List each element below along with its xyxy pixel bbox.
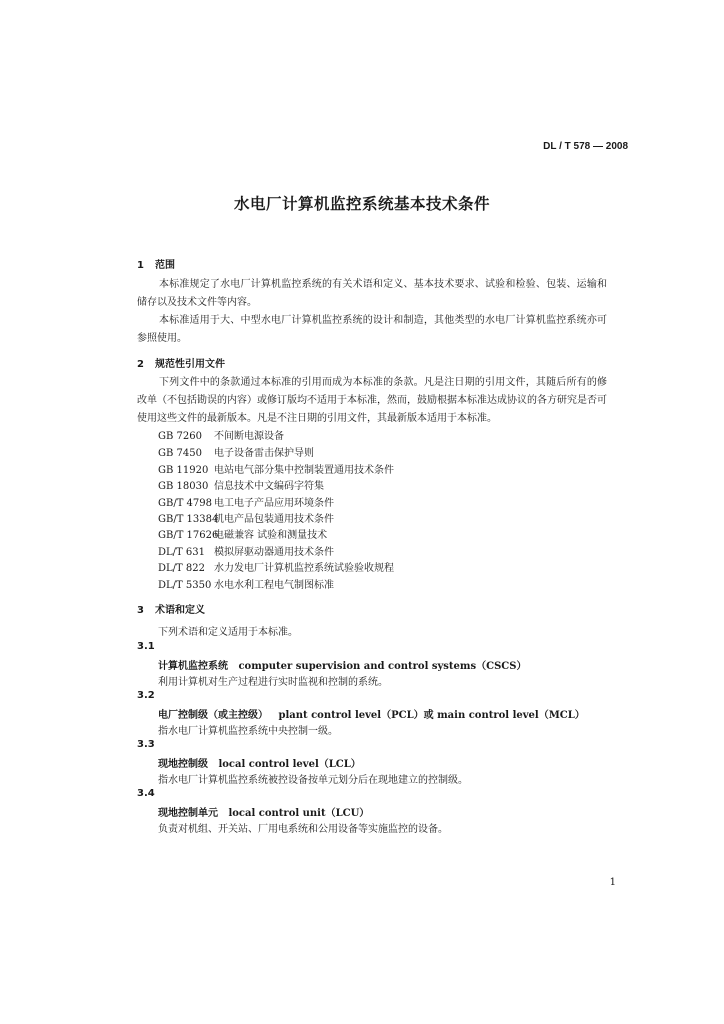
term-chinese: 现地控制级	[158, 759, 208, 770]
reference-title: 机电产品包装通用技术条件	[214, 514, 334, 525]
section-number: 2	[137, 359, 144, 370]
term-line	[158, 804, 369, 819]
reference-code: DL/T 5350	[158, 580, 212, 591]
reference-item	[158, 510, 334, 525]
reference-item	[158, 559, 394, 574]
term-definition: 指水电厂计算机监控系统被控设备按单元划分后在现地建立的控制级。	[158, 775, 468, 786]
section-title: 范围	[155, 260, 175, 271]
term-english: computer supervision and control systems（CSCS）	[238, 661, 527, 672]
document-title: 水电厂计算机监控系统基本技术条件	[233, 195, 490, 213]
reference-code: GB/T 17626	[158, 530, 219, 541]
reference-code: GB/T 13384	[158, 514, 219, 525]
term-english: plant control level（PCL）或 main control level（MCL）	[278, 710, 585, 721]
section-2-heading	[137, 355, 225, 370]
reference-code: GB 11920	[158, 465, 209, 476]
reference-item	[158, 427, 284, 442]
term-definition: 指水电厂计算机监控系统中央控制一级。	[158, 726, 338, 737]
section-number: 3	[137, 605, 144, 616]
section-number: 1	[137, 260, 144, 271]
reference-title: 信息技术中文编码字符集	[214, 481, 324, 492]
reference-code: GB 7450	[158, 448, 202, 459]
term-definition: 负责对机组、开关站、厂用电系统和公用设备等实施监控的设备。	[158, 824, 448, 835]
term-english: local control unit（LCU）	[228, 808, 370, 819]
reference-title: 不间断电源设备	[214, 431, 284, 442]
reference-item	[158, 576, 334, 591]
reference-item	[158, 444, 314, 459]
subclause-number: 3.3	[137, 739, 155, 750]
subclause-number: 3.1	[137, 641, 155, 652]
scope-paragraph-1: 本标准规定了水电厂计算机监控系统的有关术语和定义、基本技术要求、试验和检验、包装、运输和储存以及技术文件等内容。	[137, 279, 607, 308]
reference-title: 电工电子产品应用环境条件	[214, 498, 334, 509]
reference-code: DL/T 631	[158, 547, 205, 558]
reference-title: 模拟屏驱动器通用技术条件	[214, 547, 334, 558]
section-1-heading	[137, 256, 175, 271]
reference-item	[158, 494, 334, 509]
normative-refs-intro: 下列文件中的条款通过本标准的引用而成为本标准的条款。凡是注日期的引用文件，其随后所有的修改单（不包括勘误的内容）或修订版均不适用于本标准，然而，鼓励根据本标准达成协议的各方研究是否可使用这些文件的最新版本。凡是不注日期的引用文件，其最新版本适用于本标准。	[137, 377, 607, 424]
standard-code: DL / T 578 — 2008	[543, 141, 628, 152]
terms-intro: 下列术语和定义适用于本标准。	[158, 627, 298, 638]
term-line	[158, 755, 361, 770]
page-number: 1	[609, 877, 616, 888]
reference-title: 水力发电厂计算机监控系统试验验收规程	[214, 563, 394, 574]
reference-code: GB 7260	[158, 431, 202, 442]
term-definition: 利用计算机对生产过程进行实时监视和控制的系统。	[158, 677, 388, 688]
reference-item	[158, 543, 334, 558]
reference-item	[158, 477, 324, 492]
term-line	[158, 657, 527, 672]
term-line	[158, 706, 585, 721]
section-3-heading	[137, 601, 205, 616]
term-english: local control level（LCL）	[218, 759, 361, 770]
reference-code: GB/T 4798	[158, 498, 213, 509]
term-chinese: 现地控制单元	[158, 808, 218, 819]
reference-title: 电磁兼容 试验和测量技术	[214, 530, 328, 541]
term-chinese: 电厂控制级（或主控级）	[158, 710, 268, 721]
section-title: 术语和定义	[155, 605, 205, 616]
scope-paragraph-2: 本标准适用于大、中型水电厂计算机监控系统的设计和制造，其他类型的水电厂计算机监控系统亦可参照使用。	[137, 315, 607, 344]
section-title: 规范性引用文件	[155, 359, 225, 370]
subclause-number: 3.4	[137, 788, 155, 799]
reference-code: GB 18030	[158, 481, 209, 492]
reference-item	[158, 526, 327, 541]
term-chinese: 计算机监控系统	[158, 661, 228, 672]
reference-code: DL/T 822	[158, 563, 205, 574]
reference-item	[158, 461, 394, 476]
subclause-number: 3.2	[137, 690, 155, 701]
reference-title: 电站电气部分集中控制装置通用技术条件	[214, 465, 394, 476]
reference-title: 电子设备雷击保护导则	[214, 448, 314, 459]
reference-title: 水电水利工程电气制图标准	[214, 580, 334, 591]
